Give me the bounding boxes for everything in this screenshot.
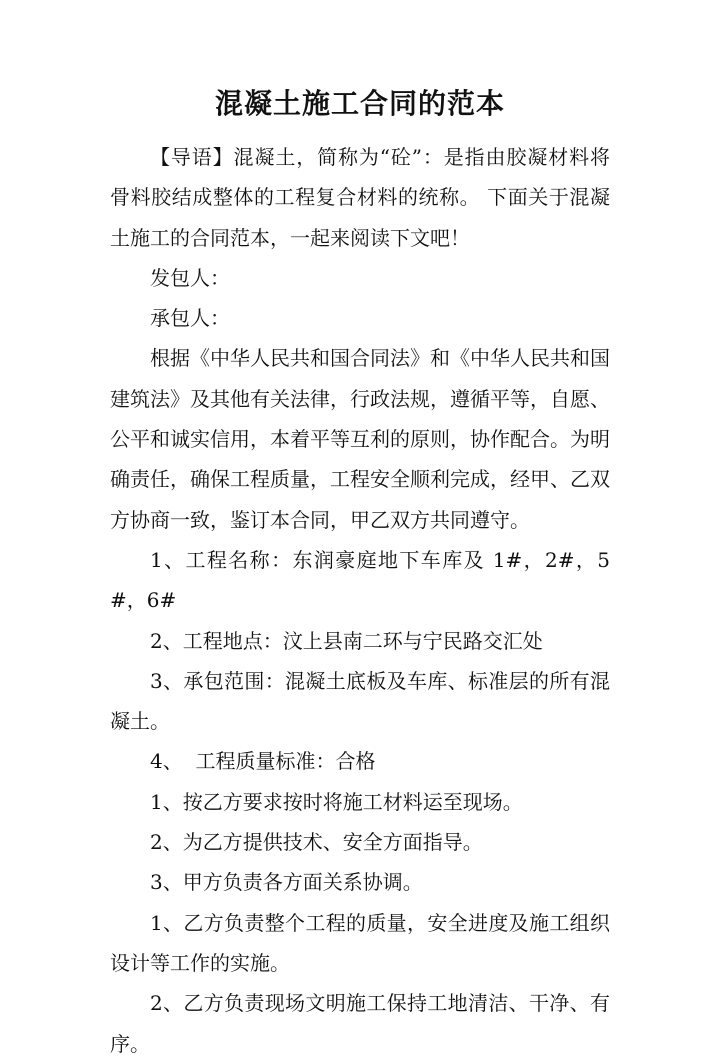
employer-line: 发包人： bbox=[150, 265, 230, 290]
clause-project-name: 1、工程名称：东润豪庭地下车库及 1#，2#，5#，6# bbox=[110, 547, 610, 613]
contractor-line: 承包人： bbox=[150, 306, 230, 331]
party-a-duty-3: 3、甲方负责各方面关系协调。 bbox=[150, 870, 423, 895]
party-a-duty-1: 1、按乙方要求按时将施工材料运至现场。 bbox=[150, 789, 523, 814]
clause-project-location: 2、工程地点：汶上县南二环与宁民路交汇处 bbox=[150, 628, 543, 653]
party-a-duty-2: 2、为乙方提供技术、安全方面指导。 bbox=[150, 830, 483, 855]
legal-basis-paragraph: 根据《中华人民共和国合同法》和《中华人民共和国建筑法》及其他有关法律，行政法规，遵循平等，自愿、公平和诚实信用，本着平等互利的原则，协作配合。为明确责任，确保工程质量，工程安全顺利完成，经甲、乙双方协商一致，鉴订本合同，甲乙双方共同遵守。 bbox=[110, 346, 610, 532]
document-title: 混凝土施工合同的范本 bbox=[214, 87, 505, 120]
clause-contract-scope: 3、承包范围：混凝土底板及车库、标准层的所有混凝土。 bbox=[110, 668, 610, 734]
clause-quality-standard: 4、 工程质量标准：合格 bbox=[150, 749, 376, 774]
party-b-duty-1: 1、乙方负责整个工程的质量，安全进度及施工组织设计等工作的实施。 bbox=[110, 910, 610, 975]
document-body bbox=[110, 137, 610, 1064]
party-b-duty-2: 2、乙方负责现场文明施工保持工地清洁、干净、有序。 bbox=[110, 991, 610, 1056]
intro-paragraph: 【导语】混凝土，简称为“砼”：是指由胶凝材料将骨料胶结成整体的工程复合材料的统称。 下面关于混凝土施工的合同范本，一起来阅读下文吧！ bbox=[110, 145, 610, 250]
